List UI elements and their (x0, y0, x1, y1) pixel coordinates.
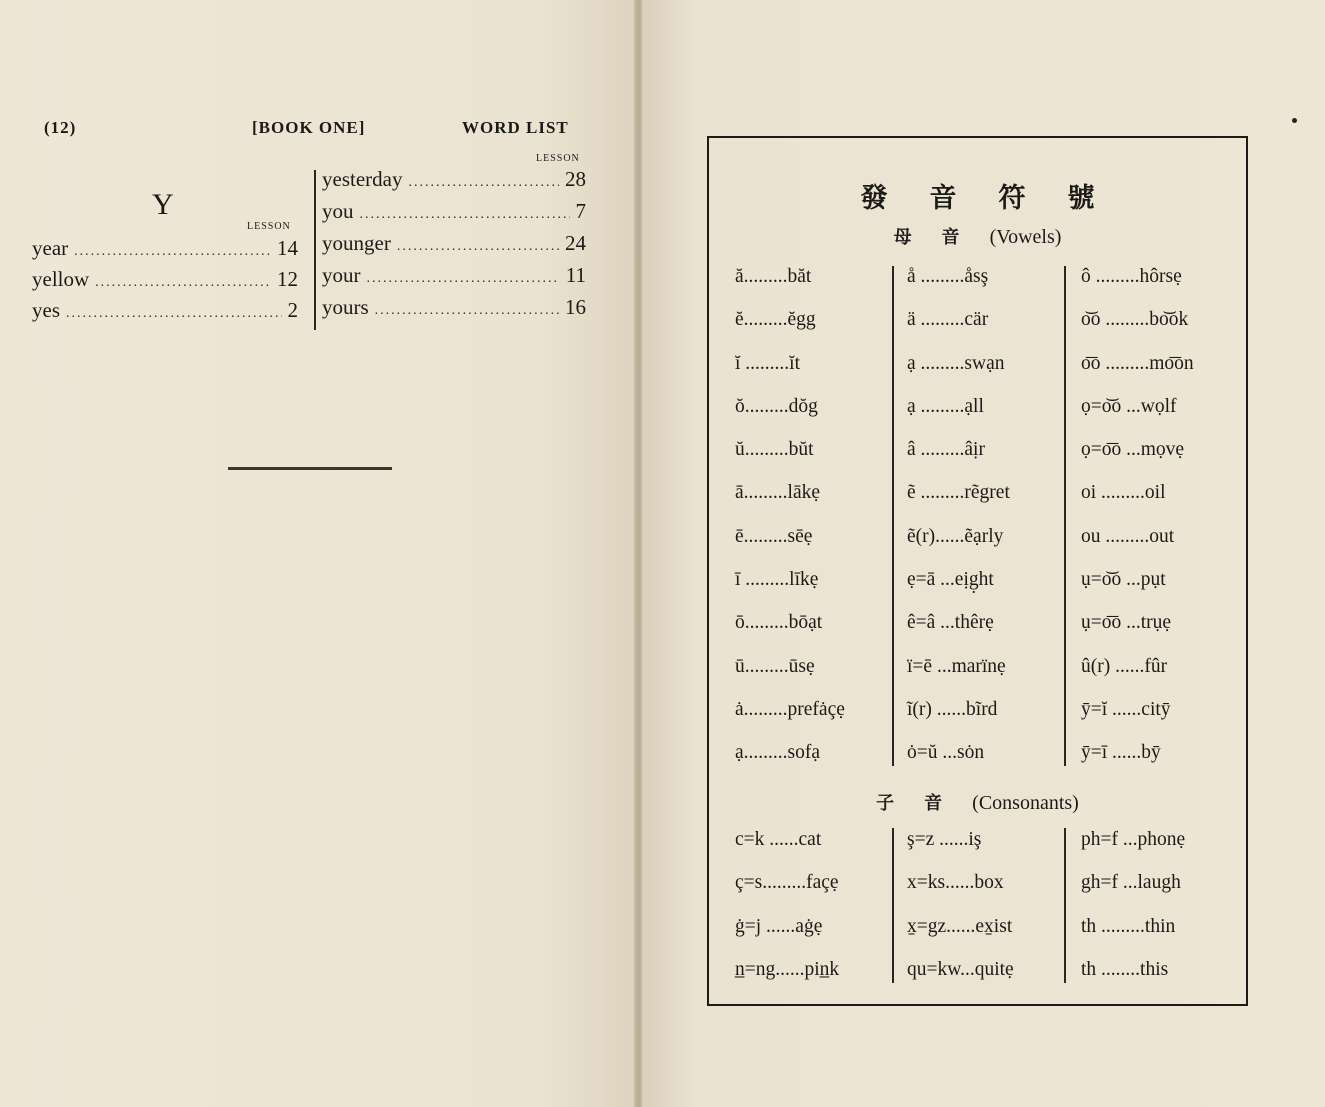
vowel-entry: ȳ=ī ......bȳ (1081, 742, 1161, 764)
vowel-entry: ū.........ūsẹ (735, 655, 815, 677)
column-divider (314, 170, 316, 330)
vowel-entry: ô .........hôrsẹ (1081, 266, 1182, 287)
section-title: WORD LIST (462, 118, 569, 137)
consonant-entry: ġ=j ......aġẹ (735, 915, 823, 937)
consonants-column-1 (735, 818, 907, 991)
column-divider (892, 828, 894, 983)
consonant-entry: n̲=ng......pin̲k (735, 958, 840, 980)
vowels-heading: 母音(Vowels) (893, 226, 1062, 248)
table-title: 發音符號 (860, 183, 1137, 214)
column-divider (1064, 828, 1066, 983)
lesson-label-right: LESSON (536, 153, 580, 164)
column-divider (892, 266, 894, 766)
consonant-entry: ş=z ......iş (907, 829, 982, 850)
end-rule (228, 467, 392, 470)
vowel-entry: ạ .........swạn (907, 352, 1005, 374)
consonant-entry: c=k ......cat (735, 829, 822, 850)
column-divider (1064, 266, 1066, 766)
vowel-entry: ê=â ...thêrẹ (907, 612, 994, 634)
lesson-label-left: LESSON (247, 221, 291, 232)
vowel-entry: ụ=o͝o ...pụt (1081, 569, 1166, 591)
vowel-entry: å .........åsş (907, 266, 989, 287)
list-item: yellow ..... 12 (32, 267, 298, 297)
vowels-column-3 (1081, 255, 1253, 775)
page-number: (12) (44, 118, 77, 137)
vowel-entry: ọ=o͞o ...mọvẹ (1081, 439, 1185, 461)
consonant-entry: qu=kw...quitẹ (907, 958, 1014, 980)
vowel-entry: o͝o .........bo͝ok (1081, 309, 1189, 331)
vowel-entry: ī .........līkẹ (735, 569, 819, 591)
list-item: you ..... 7 (322, 199, 586, 229)
vowel-entry: ĭ .........ĭt (735, 352, 801, 374)
list-item: your ..... 11 (322, 263, 586, 293)
vowel-entry: ō.........bōạt (735, 612, 823, 634)
pronunciation-table (707, 136, 1248, 1006)
vowel-entry: ŏ.........dŏg (735, 395, 818, 417)
vowel-entry: ȳ=ĭ ......citȳ (1081, 698, 1171, 720)
book-title: [BOOK ONE] (252, 118, 366, 137)
vowel-entry: ẽ .........rẽgret (907, 482, 1010, 504)
consonant-entry: x=ks......box (907, 872, 1004, 894)
vowels-column-1 (735, 255, 907, 775)
letter-heading: Y (152, 188, 174, 221)
vowel-entry: û(r) ......fûr (1081, 655, 1168, 677)
ink-spot (1292, 118, 1297, 123)
vowels-column-2 (907, 255, 1079, 775)
vowel-entry: ĕ.........ĕgg (735, 309, 816, 331)
list-item: year ..... 14 (32, 236, 298, 266)
consonant-entry: x̱=gz......ex̱ist (907, 915, 1013, 937)
vowel-entry: â .........âịr (907, 439, 985, 461)
vowel-entry: ạ.........sofạ (735, 742, 821, 764)
consonant-entry: ph=f ...phonẹ (1081, 829, 1186, 850)
consonant-entry: ç=s.........façẹ (735, 872, 839, 894)
vowel-entry: ā.........lākẹ (735, 482, 821, 504)
consonants-column-3 (1081, 818, 1253, 991)
list-item: younger ..... 24 (322, 231, 586, 261)
vowel-entry: ạ .........ạll (907, 395, 984, 417)
vowel-entry: ä .........cär (907, 309, 989, 331)
vowel-entry: ụ=o͞o ...trụẹ (1081, 612, 1172, 634)
vowel-entry: ē.........sēẹ (735, 525, 813, 547)
vowel-entry: ȯ=ŭ ...sȯn (907, 742, 985, 764)
vowel-entry: ẽ(r)......ẽạrly (907, 525, 1004, 547)
vowel-entry: ȧ.........prefȧçẹ (735, 698, 845, 720)
list-item: yours ..... 16 (322, 295, 586, 325)
vowel-entry: ou .........out (1081, 525, 1175, 547)
vowel-entry: o͞o .........mo͞on (1081, 352, 1194, 374)
vowel-entry: ẹ=ā ...eịg̣ht (907, 569, 994, 591)
vowel-entry: oi .........oil (1081, 482, 1166, 504)
vowel-entry: ă.........băt (735, 266, 812, 287)
list-item: yes ..... 2 (32, 298, 298, 328)
vowel-entry: ï=ē ...marïnẹ (907, 655, 1006, 677)
consonant-entry: th ........this (1081, 958, 1169, 980)
consonant-entry: th .........thin (1081, 915, 1176, 937)
list-item: yesterday ..... 28 (322, 167, 586, 197)
consonants-heading: 子音(Consonants) (876, 792, 1079, 814)
consonant-entry: gh=f ...laugh (1081, 872, 1181, 894)
vowel-entry: ŭ.........bŭt (735, 439, 814, 461)
vowel-entry: ọ=o͝o ...wọlf (1081, 395, 1177, 417)
left-page (0, 0, 636, 1107)
consonants-column-2 (907, 818, 1079, 991)
vowel-entry: ĩ(r) ......bĩrd (907, 698, 998, 720)
